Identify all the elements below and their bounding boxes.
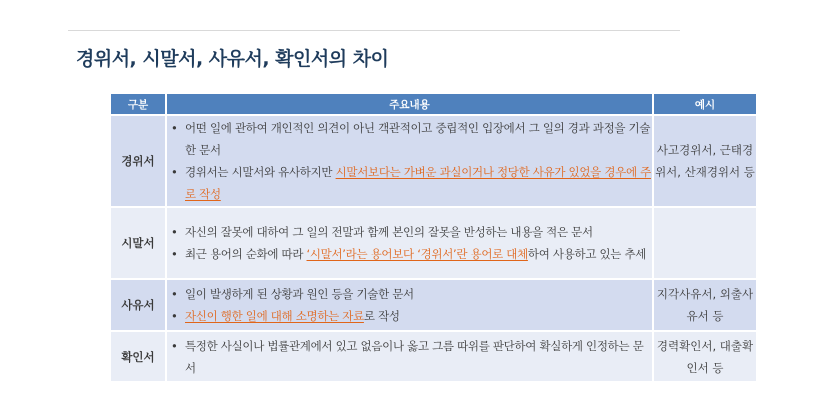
- bullet-text: 로 작성: [363, 309, 400, 323]
- row-content: [166, 331, 653, 381]
- bullet-text: 하여 사용하고 있는 추세: [527, 247, 647, 261]
- bullet-item: • 특정한 사실이나 법률관계에서 있고 없음이나 옳고 그름 따위를 판단하여 확실하게 인정하는 문서: [167, 335, 652, 379]
- row-example: 경력확인서, 대출확인서 등: [653, 331, 756, 381]
- row-example: 사고경위서, 근태경위서, 산재경위서 등: [653, 115, 756, 207]
- row-content: [166, 279, 653, 331]
- bullet-highlight: 자신이 행한 일에 대해 소명하는 자료: [185, 309, 364, 323]
- bullet-item: • 자신의 잘못에 대하여 그 일의 전말과 함께 본인의 잘못을 반성하는 내용을 적은 문서: [167, 221, 652, 243]
- comparison-table: [111, 94, 756, 381]
- row-content: [166, 115, 653, 207]
- table-row: [111, 279, 756, 331]
- row-category: 시말서: [111, 207, 166, 279]
- row-example: [653, 207, 756, 279]
- bullet-item: [167, 243, 652, 265]
- table-row: [111, 115, 756, 207]
- bullet-text: 경위서는 시말서와 유사하지만: [185, 165, 336, 179]
- bullet-item: [167, 161, 652, 205]
- header-content: 주요내용: [166, 94, 653, 115]
- row-category: 경위서: [111, 115, 166, 207]
- bullet-item: [167, 305, 652, 327]
- row-category: 사유서: [111, 279, 166, 331]
- table-row: [111, 331, 756, 381]
- row-category: 확인서: [111, 331, 166, 381]
- row-example: 지각사유서, 외출사유서 등: [653, 279, 756, 331]
- header-category: 구분: [111, 94, 166, 115]
- table-row: [111, 207, 756, 279]
- table-header-row: [111, 94, 756, 115]
- bullet-item: • 어떤 일에 관하여 개인적인 의견이 아닌 객관적이고 중립적인 입장에서 그 일의 경과 과정을 기술한 문서: [167, 117, 652, 161]
- header-example: 예시: [653, 94, 756, 115]
- page-title: 경위서, 시말서, 사유서, 확인서의 차이: [76, 48, 389, 70]
- bullet-highlight: 시말서보다는 가벼운 과실이거나 정당한 사유가 있었을 경우에 주로 작성: [185, 165, 651, 201]
- row-content: [166, 207, 653, 279]
- bullet-item: • 일이 발생하게 된 상황과 원인 등을 기술한 문서: [167, 283, 652, 305]
- bullet-text: 최근 용어의 순화에 따라: [185, 247, 307, 261]
- top-divider: [68, 30, 680, 31]
- bullet-highlight: ‘시말서’라는 용어보다 ‘경위서’란 용어로 대체: [306, 247, 528, 261]
